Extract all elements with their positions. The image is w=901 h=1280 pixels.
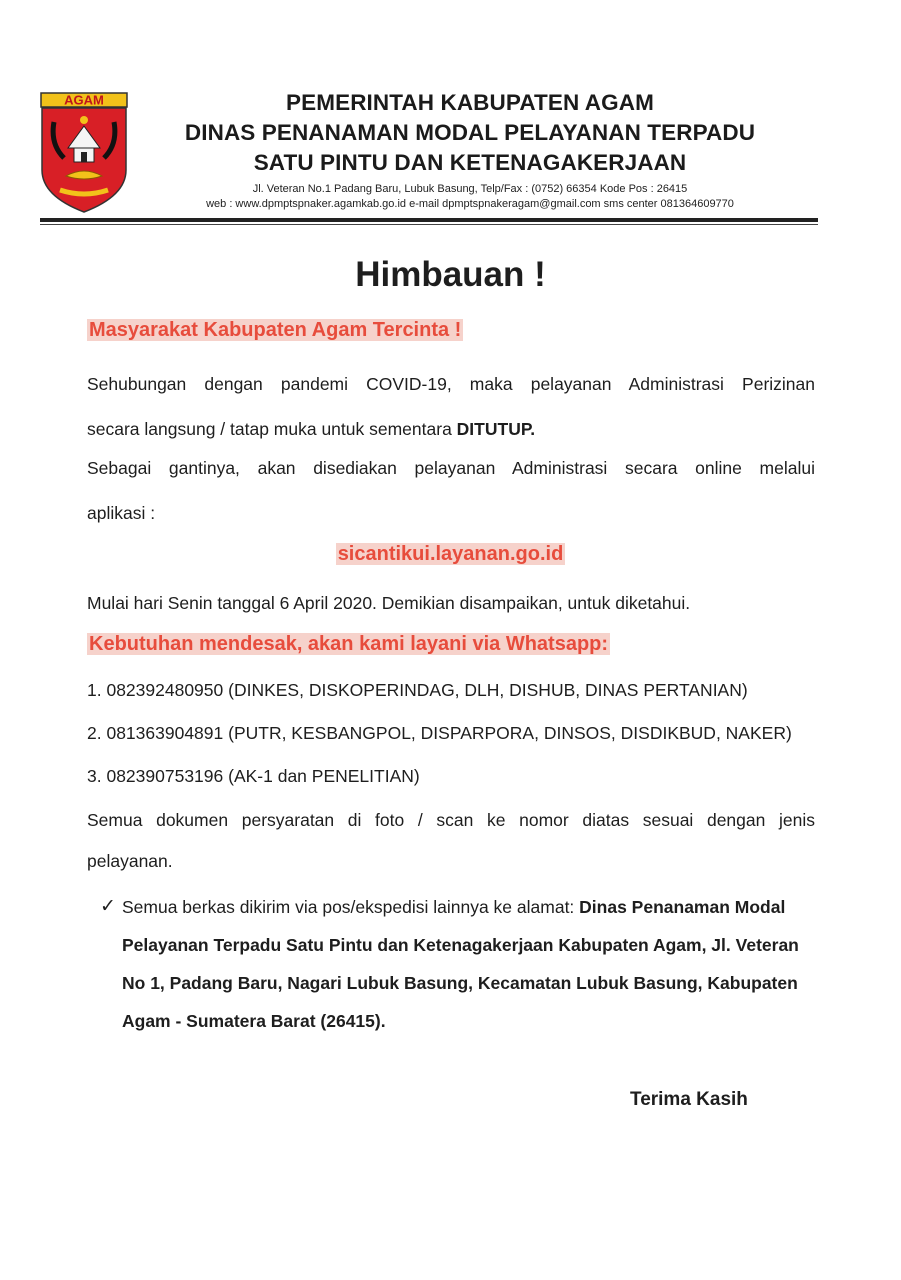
- mail-address-bullet: [100, 888, 820, 1040]
- checkmark-icon: ✓: [100, 896, 116, 917]
- paragraph-documents-line2: pelayanan.: [87, 851, 173, 871]
- closure-bold: DITUTUP.: [456, 419, 536, 439]
- application-url: [0, 540, 901, 568]
- start-date-note: Mulai hari Senin tanggal 6 April 2020. Demikian disampaikan, untuk diketahui.: [87, 593, 691, 613]
- closure-text: secara langsung / tatap muka untuk sementara: [87, 419, 457, 439]
- paragraph-online: [87, 446, 815, 536]
- letterhead-contact: web : www.dpmptspnaker.agamkab.go.id e-mail dpmptspnakeragam@gmail.com sms center 081364609770: [206, 198, 734, 210]
- crest-label: AGAM: [64, 92, 104, 108]
- letterhead-divider: [40, 218, 818, 222]
- paragraph-documents: [87, 800, 815, 882]
- letterhead-line3: SATU PINTU DAN KETENAGAKERJAAN: [253, 150, 687, 175]
- paragraph-online-line2: aplikasi :: [87, 503, 156, 523]
- closing-thanks: Terima Kasih: [630, 1089, 748, 1110]
- paragraph-closure: [87, 362, 815, 452]
- mail-address-bold: Dinas Penanaman Modal Pelayanan Terpadu Satu Pintu dan Ketenagakerjaan Kabupaten Agam, Jl. Veteran No 1, Padang Baru, Nagari Lubuk Basung, Kecamatan Lubuk Basung, Kabupaten Agam - Sumatera Barat (26415).: [122, 897, 799, 1031]
- letterhead-address: Jl. Veteran No.1 Padang Baru, Lubuk Basung, Telp/Fax : (0752) 66354 Kode Pos : 26415: [252, 183, 688, 195]
- application-url-text: sicantikui.layanan.go.id: [337, 543, 564, 565]
- paragraph-closure-line1: Sehubungan dengan pandemi COVID-19, maka pelayanan Administrasi Perizinan: [87, 374, 815, 394]
- page-title: Himbauan !: [355, 255, 546, 294]
- greeting-heading: [87, 316, 463, 344]
- mail-address-text: [122, 888, 820, 1040]
- letterhead: [150, 88, 790, 212]
- letterhead-line2: DINAS PENANAMAN MODAL PELAYANAN TERPADU: [184, 120, 756, 145]
- paragraph-documents-line1: Semua dokumen persyaratan di foto / scan ke nomor diatas sesuai dengan jenis: [87, 810, 815, 830]
- greeting-text: Masyarakat Kabupaten Agam Tercinta !: [89, 319, 462, 341]
- whatsapp-heading: [87, 630, 610, 658]
- mail-address-pre: Semua berkas dikirim via pos/ekspedisi lainnya ke alamat:: [122, 897, 580, 917]
- whatsapp-item: 1. 082392480950 (DINKES, DISKOPERINDAG, DLH, DISHUB, DINAS PERTANIAN): [87, 680, 748, 700]
- whatsapp-item: 2. 081363904891 (PUTR, KESBANGPOL, DISPARPORA, DINSOS, DISDIKBUD, NAKER): [87, 723, 792, 743]
- agam-crest-logo: [40, 92, 128, 214]
- letterhead-line1: PEMERINTAH KABUPATEN AGAM: [286, 90, 654, 115]
- letterhead-divider-thin: [40, 224, 818, 225]
- whatsapp-item: 3. 082390753196 (AK-1 dan PENELITIAN): [87, 766, 420, 786]
- whatsapp-heading-text: Kebutuhan mendesak, akan kami layani via Whatsapp:: [89, 633, 609, 655]
- paragraph-online-line1: Sebagai gantinya, akan disediakan pelayanan Administrasi secara online melalui: [87, 458, 815, 478]
